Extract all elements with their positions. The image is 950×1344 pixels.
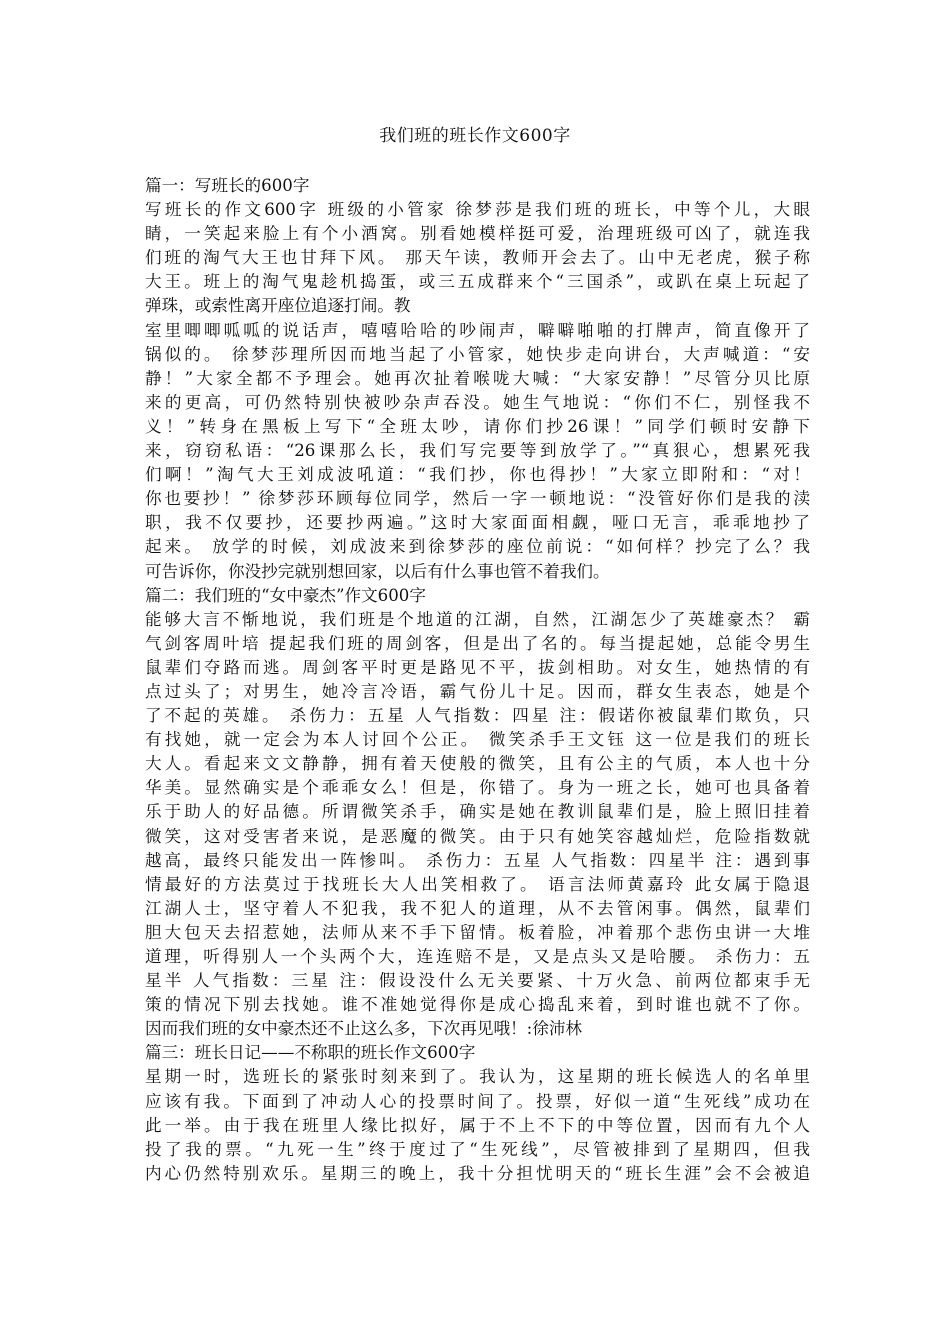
text-line: 星期一时，选班长的紧张时刻来到了。我认为，这星期的班长候选人的名单里 [145, 1067, 810, 1087]
text-line: 可告诉你，你没抄完就别想回家，以后有什么事也管不着我们。 [145, 561, 610, 581]
text-line: 睛，一笑起来脸上有个小酒窝。别看她模样挺可爱，治理班级可凶了，就连我 [145, 224, 810, 244]
text-line: 职，我不仅要抄，还要抄两遍。”这时大家面面相觑，哑口无言，乖乖地抄了 [145, 513, 810, 533]
text-line: 江湖人士，坚守着人不犯我，我不犯人的道理，从不去管闲事。偶然，鼠辈们 [145, 898, 810, 918]
text-line: 锅似的。 徐梦莎理所因而地当起了小管家，她快步走向讲台，大声喊道：“安 [145, 344, 810, 364]
text-line: 来，窃窃私语：“26课那么长，我们写完要等到放学了。”“真狠心，想累死我 [145, 441, 810, 461]
text-line: 星半 人气指数：三星 注：假设没什么无关要紧、十万火急、前两位都束手无 [145, 971, 810, 991]
document-title: 我们班的班长作文600字 [379, 126, 571, 146]
text-line: 此一举。由于我在班里人缘比拟好，属于不上不下的中等位置，因而有九个人 [145, 1115, 810, 1135]
text-line: 起来。 放学的时候，刘成波来到徐梦莎的座位前说：“如何样？抄完了么？我 [145, 537, 810, 557]
text-line: 内心仍然特别欢乐。星期三的晚上，我十分担忧明天的“班长生涯”会不会被追 [145, 1163, 810, 1183]
text-line: 道理，听得别人一个头两个大，连连赔不是，又是点头又是哈腰。 杀伤力：五 [145, 947, 810, 966]
text-line: 微笑，这对受害者来说，是恶魔的微笑。由于只有她笑容越灿烂，危险指数就 [145, 826, 810, 846]
text-line: 篇一：写班长的600字 [145, 176, 310, 195]
text-line: 静！”大家全都不予理会。她再次扯着喉咙大喊：“大家安静！”尽管分贝比原 [145, 368, 810, 388]
text-line: 越高，最终只能发出一阵惨叫。 杀伤力：五星 人气指数：四星半 注：遇到事 [145, 850, 810, 870]
text-line: 华美。显然确实是个乖乖女么！但是，你错了。身为一班之长，她可也具备着 [145, 778, 810, 798]
text-line: 弹珠，或索性离开座位追逐打闹。教 [145, 296, 411, 316]
text-line: 们班的淘气大王也甘拜下风。 那天午读，教师开会去了。山中无老虎，猴子称 [145, 248, 810, 268]
text-line: 有找她，就一定会为本人讨回个公正。 微笑杀手王文钰 这一位是我们的班长 [145, 730, 810, 750]
text-line: 义！”转身在黑板上写下“全班太吵，请你们抄26课！”同学们顿时安静下 [145, 416, 810, 436]
text-line: 策的情况下别去找她。谁不准她觉得你是成心捣乱来着，到时谁也就不了你。 [145, 995, 810, 1015]
text-line: 篇二：我们班的“女中豪杰”作文600字 [145, 585, 426, 605]
text-line: 投了我的票。“九死一生”终于度过了“生死线”，尽管被排到了星期四，但我 [145, 1139, 810, 1159]
text-line: 能够大言不惭地说，我们班是个地道的江湖，自然，江湖怎少了英雄豪杰？ 霸 [145, 609, 810, 629]
text-line: 室里唧唧呱呱的说话声，嘻嘻哈哈的吵闹声，噼噼啪啪的打牌声，简直像开了 [145, 320, 810, 340]
text-line: 大人。看起来文文静静，拥有着天使般的微笑，且有公主的气质，本人也十分 [145, 754, 810, 774]
text-line: 来的更高，可仍然特别快被吵杂声吞没。她生气地说：“你们不仁，别怪我不 [145, 392, 810, 412]
text-line: 胆大包天去招惹她，法师从来不手下留情。板着脸，冲着那个悲伤虫讲一大堆 [145, 922, 810, 942]
document-body [145, 174, 810, 1186]
text-line: 了不起的英雄。 杀伤力：五星 人气指数：四星 注：假诺你被鼠辈们欺负，只 [145, 706, 810, 726]
text-line: 气剑客周叶培 提起我们班的周剑客，但是出了名的。每当提起她，总能令男生 [145, 633, 810, 653]
text-line: 你也要抄！” 徐梦莎环顾每位同学，然后一字一顿地说：“没管好你们是我的渎 [145, 489, 810, 509]
text-line: 点过头了；对男生，她冷言冷语，霸气份儿十足。因而，群女生表态，她是个 [145, 681, 810, 701]
text-line: 应该有我。下面到了冲动人心的投票时间了。投票，好似一道“生死线”成功在 [145, 1091, 810, 1111]
text-line: 乐于助人的好品德。所谓微笑杀手，确实是她在教训鼠辈们是，脸上照旧挂着 [145, 802, 810, 822]
text-line: 篇三：班长日记——不称职的班长作文600字 [145, 1043, 476, 1063]
text-line: 们啊！”淘气大王刘成波吼道：“我们抄，你也得抄！”大家立即附和：“对！ [145, 465, 810, 485]
text-line: 因而我们班的女中豪杰还不止这么多，下次再见哦！:徐沛林 [145, 1019, 583, 1039]
text-line: 情最好的方法莫过于找班长大人出笑相救了。 语言法师黄嘉玲 此女属于隐退 [145, 874, 810, 894]
text-line: 大王。班上的淘气鬼趁机捣蛋，或三五成群来个“三国杀”，或趴在桌上玩起了 [145, 272, 810, 292]
text-line: 鼠辈们夺路而逃。周剑客平时更是路见不平，拔剑相助。对女生，她热情的有 [145, 657, 810, 677]
text-line: 写班长的作文600字 班级的小管家 徐梦莎是我们班的班长，中等个儿，大眼 [145, 200, 810, 220]
